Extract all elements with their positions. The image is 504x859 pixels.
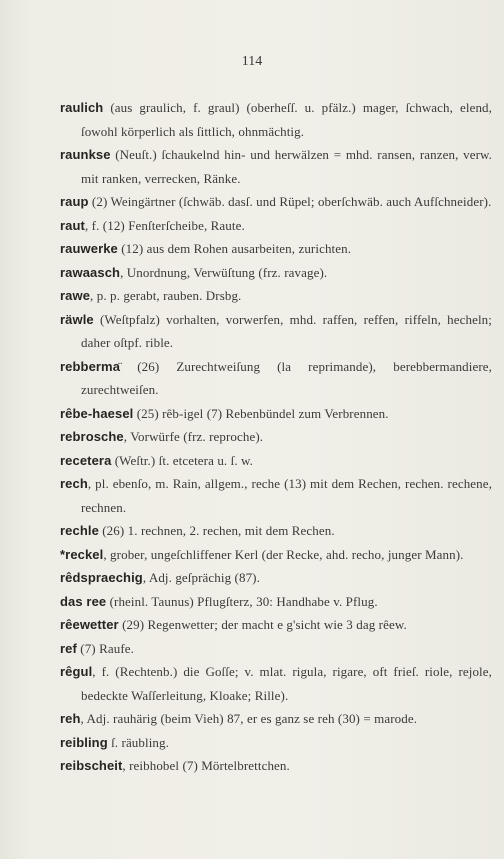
dictionary-entries xyxy=(60,96,492,778)
dictionary-entry xyxy=(60,308,492,355)
entry-definition: , f. (12) Fenſterſcheibe, Raute. xyxy=(84,217,245,233)
entry-headword: raut xyxy=(60,217,85,233)
dictionary-entry xyxy=(60,660,492,707)
entry-headword: das ree xyxy=(60,593,107,609)
entry-definition: (25) rêb-igel (7) Rebenbündel zum Verbrennen. xyxy=(133,405,389,421)
entry-headword: raunkse xyxy=(60,147,111,162)
dictionary-entry xyxy=(60,613,492,637)
entry-definition: (26) 1. rechnen, 2. rechen, mit dem Rechen. xyxy=(98,523,335,538)
entry-definition: , grober, ungeſchliffener Kerl (der Recke, ahd. recho, junger Mann). xyxy=(103,546,464,562)
dictionary-entry xyxy=(60,566,492,590)
dictionary-entry xyxy=(60,425,492,449)
dictionary-entry xyxy=(60,754,492,778)
entry-headword: recetera xyxy=(60,452,112,468)
dictionary-entry xyxy=(60,143,492,190)
entry-definition: (Neuſt.) ſchaukelnd hin- und herwälzen = mhd. ransen, ranzen, verw. mit ranken, verrecken, Ränke. xyxy=(81,147,492,186)
entry-headword: raup xyxy=(60,194,89,209)
entry-definition: , Adj. rauhärig (beim Vieh) 87, er es ganz se reh (30) = marode. xyxy=(80,711,418,726)
dictionary-entry xyxy=(60,355,492,402)
entry-headword: rêbe-haesel xyxy=(60,405,134,421)
entry-headword: ref xyxy=(60,640,77,656)
dictionary-entry xyxy=(60,731,492,755)
entry-headword: reh xyxy=(60,711,81,726)
entry-headword: reibscheit xyxy=(60,758,123,773)
entry-headword: reibling xyxy=(60,734,108,750)
entry-headword: rêgul xyxy=(60,664,93,679)
page-number: 114 xyxy=(241,54,263,69)
entry-headword: rawe xyxy=(60,288,91,303)
entry-definition: , Vorwürfe (frz. reproche). xyxy=(123,429,264,444)
entry-headword: rechle xyxy=(60,523,99,538)
entry-definition: , f. (Rechtenb.) die Goſſe; v. mlat. rigula, rigare, oft frieſ. riole, rejole, bedeckte Waſſerleitung, Kloake; Rille). xyxy=(81,664,492,703)
entry-headword: rauwerke xyxy=(60,241,118,256)
entry-definition: , p. p. gerabt, rauben. Drsbg. xyxy=(90,288,242,303)
entry-headword: raulich xyxy=(60,100,104,115)
entry-headword: räwle xyxy=(60,311,94,327)
entry-definition: , pl. ebenſo, m. Rain, allgem., reche (13) mit dem Rechen, rechen. rechene, rechnen. xyxy=(81,476,492,515)
entry-definition: (29) Regenwetter; der macht e g'sicht wie 3 dag rêew. xyxy=(118,617,407,632)
entry-headword: rebberma xyxy=(60,358,121,374)
dictionary-entry xyxy=(60,284,492,308)
dictionary-entry xyxy=(60,214,492,238)
entry-headword: rêdspraechig xyxy=(60,570,143,585)
entry-definition: (7) Raufe. xyxy=(76,640,134,656)
entry-definition: (Weſtr.) ſt. etcetera u. ſ. w. xyxy=(111,452,254,468)
dictionary-entry xyxy=(60,590,492,614)
dictionary-entry xyxy=(60,237,492,261)
entry-headword: *reckel xyxy=(60,546,104,562)
entry-definition: , Unordnung, Verwüſtung (frz. ravage). xyxy=(120,264,328,280)
dictionary-entry xyxy=(60,261,492,285)
entry-definition: ſ. räubling. xyxy=(107,734,169,750)
entry-definition: ̈ (26) Zurechtweiſung (la reprimande), berebbermandiere, zurechtweiſen. xyxy=(81,358,492,397)
dictionary-entry xyxy=(60,519,492,543)
entry-headword: rêewetter xyxy=(60,617,119,632)
entry-headword: rech xyxy=(60,476,88,491)
dictionary-entry xyxy=(60,402,492,426)
dictionary-entry xyxy=(60,190,492,214)
entry-definition: (aus graulich, f. graul) (oberheſſ. u. pfälz.) mager, ſchwach, elend, ſowohl körperlich als ſittlich, ohnmächtig. xyxy=(81,100,492,139)
entry-headword: rawaasch xyxy=(60,264,121,280)
dictionary-entry xyxy=(60,96,492,143)
dictionary-entry xyxy=(60,543,492,567)
entry-definition: (2) Weingärtner (ſchwäb. dasſ. und Rüpel; oberſchwäb. auch Aufſchneider). xyxy=(88,194,492,209)
entry-definition: (rheinl. Taunus) Pflugſterz, 30: Handhabe v. Pflug. xyxy=(106,593,378,609)
dictionary-entry xyxy=(60,637,492,661)
dictionary-entry xyxy=(60,472,492,519)
entry-definition: (12) aus dem Rohen ausarbeiten, zurichten. xyxy=(117,241,352,256)
entry-definition: (Weſtpfalz) vorhalten, vorwerfen, mhd. raffen, reffen, riffeln, hecheln; daher oſtpf. rible. xyxy=(81,311,492,350)
entry-definition: , reibhobel (7) Mörtelbrettchen. xyxy=(122,758,290,773)
dictionary-entry xyxy=(60,707,492,731)
entry-headword: rebrosche xyxy=(60,429,124,444)
dictionary-entry xyxy=(60,449,492,473)
entry-definition: , Adj. geſprächig (87). xyxy=(142,570,260,585)
